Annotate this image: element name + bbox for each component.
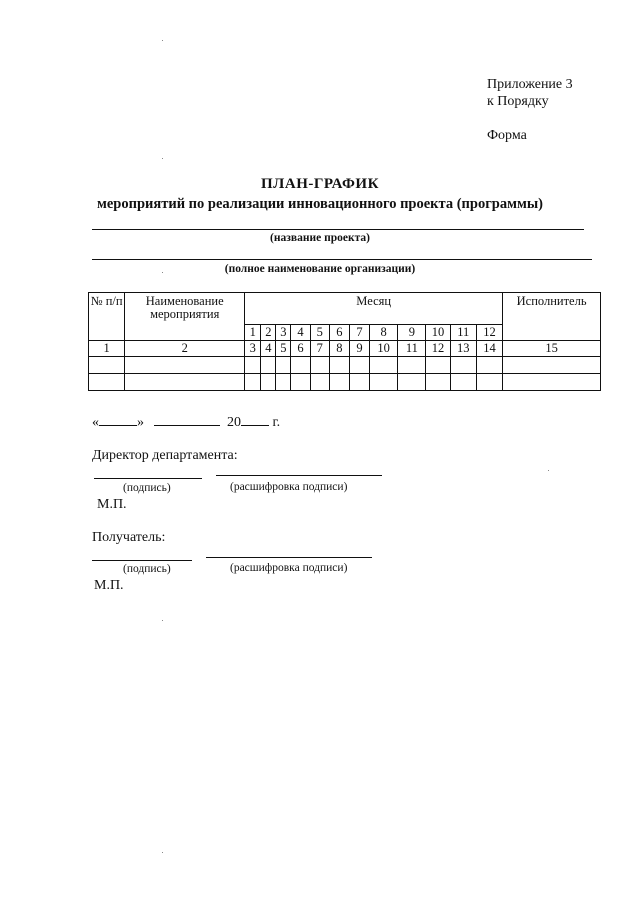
scan-speck — [162, 158, 163, 159]
table-row — [89, 357, 601, 374]
organization-name-caption: (полное наименование организации) — [224, 263, 416, 275]
document-subtitle: мероприятий по реализации инновационного проекта (программы) — [96, 196, 544, 212]
recipient-decode-caption: (расшифровка подписи) — [230, 562, 348, 574]
month-cell: 3 — [276, 325, 291, 341]
numbering-cell: 10 — [370, 341, 398, 357]
director-signature-line — [94, 478, 202, 479]
month-cell: 6 — [329, 325, 349, 341]
numbering-cell: 7 — [310, 341, 329, 357]
scan-speck — [162, 620, 163, 621]
numbering-cell: 3 — [245, 341, 261, 357]
month-cell: 4 — [291, 325, 310, 341]
date-quote-close: » — [137, 415, 144, 430]
plan-table — [88, 292, 601, 391]
numbering-cell: 14 — [476, 341, 502, 357]
numbering-cell: 15 — [503, 341, 601, 357]
numbering-cell: 12 — [426, 341, 450, 357]
numbering-cell: 1 — [89, 341, 125, 357]
director-signature-caption: (подпись) — [123, 482, 171, 494]
numbering-cell: 8 — [329, 341, 349, 357]
scan-speck — [162, 272, 163, 273]
month-cell: 7 — [349, 325, 369, 341]
numbering-row — [89, 341, 601, 357]
scan-speck — [162, 40, 163, 41]
numbering-cell: 5 — [276, 341, 291, 357]
year-blank — [241, 411, 269, 426]
date-quote-open: « — [92, 415, 99, 430]
day-blank — [99, 411, 137, 426]
form-label: Форма — [487, 128, 527, 143]
month-cell: 9 — [398, 325, 426, 341]
organization-name-line — [92, 259, 592, 260]
numbering-cell: 6 — [291, 341, 310, 357]
month-cell: 12 — [476, 325, 502, 341]
month-cell: 11 — [450, 325, 476, 341]
scan-speck — [162, 852, 163, 853]
header-activity-name: Наименование мероприятия — [125, 293, 245, 341]
numbering-cell: 4 — [261, 341, 276, 357]
numbering-cell: 2 — [125, 341, 245, 357]
month-cell: 10 — [426, 325, 450, 341]
director-label: Директор департамента: — [92, 448, 238, 463]
recipient-signature-caption: (подпись) — [123, 563, 171, 575]
table-row — [89, 374, 601, 391]
numbering-cell: 9 — [349, 341, 369, 357]
recipient-decode-line — [206, 557, 372, 558]
numbering-cell: 11 — [398, 341, 426, 357]
year-prefix: 20 — [227, 415, 241, 430]
numbering-cell: 13 — [450, 341, 476, 357]
year-suffix: г. — [272, 415, 281, 430]
appendix-note — [487, 76, 573, 110]
appendix-line-1: Приложение 3 — [487, 77, 573, 92]
scan-speck — [548, 470, 549, 471]
appendix-line-2: к Порядку — [487, 94, 549, 109]
header-month: Месяц — [245, 293, 503, 325]
director-decode-line — [216, 475, 382, 476]
month-cell: 1 — [245, 325, 261, 341]
director-stamp: М.П. — [97, 497, 127, 512]
document-title: ПЛАН-ГРАФИК — [261, 176, 379, 192]
date-line — [92, 411, 280, 431]
header-executor: Исполнитель — [503, 293, 601, 341]
month-blank — [154, 411, 220, 426]
recipient-stamp: М.П. — [94, 578, 124, 593]
recipient-signature-line — [92, 560, 192, 561]
header-number: № п/п — [89, 293, 125, 341]
project-name-line — [92, 229, 584, 230]
month-cell: 5 — [310, 325, 329, 341]
recipient-label: Получатель: — [92, 530, 166, 545]
director-decode-caption: (расшифровка подписи) — [230, 481, 348, 493]
month-cell: 2 — [261, 325, 276, 341]
month-cell: 8 — [370, 325, 398, 341]
project-name-caption: (название проекта) — [270, 232, 370, 244]
